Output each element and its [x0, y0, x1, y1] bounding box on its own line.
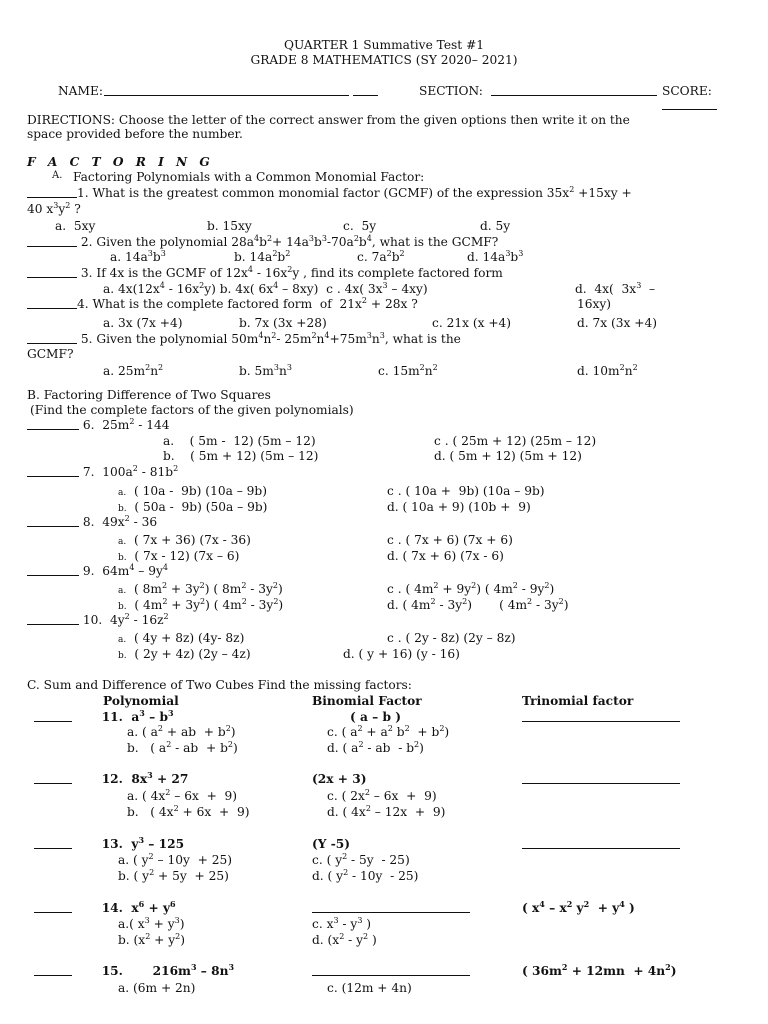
name-label: NAME: — [58, 84, 103, 98]
q12-option-b: b. ( $4x^2 + 6x + 9$) — [127, 804, 250, 819]
q3-option-d-cont: 16xy) — [577, 297, 612, 311]
q14-option-c: c. $x^3 - y^3$ ) — [312, 916, 372, 931]
q8-option-c: c . ( 7x + 6) (7x + 6) — [387, 533, 513, 547]
q15-trinomial: ( $36m^2 + 12mn + 4n^2$) — [522, 962, 677, 978]
q14-option-b: b. $(x^2 + y^2)$ — [118, 932, 185, 947]
q9-option-b: b. ( $4m^2 + 3y^2$) ( $4m^2 - 3y^2$) — [118, 597, 284, 612]
factoring-title: F A C T O R I N G — [27, 155, 214, 169]
test-subtitle: GRADE 8 MATHEMATICS (SY 2020– 2021) — [250, 53, 518, 67]
col-trinomial: Trinomial factor — [522, 694, 634, 708]
question-9: 9. $64m^4 - 9y^4$ — [27, 564, 168, 579]
q2-option-c: c. $7a^2b^2$ — [357, 249, 405, 264]
part-b-subtitle: (Find the complete factors of the given polynomials) — [30, 403, 354, 417]
section-field[interactable] — [491, 84, 657, 99]
q10-option-d: d. ( y + 16) (y - 16) — [343, 647, 460, 661]
question-5-cont: GCMF? — [27, 347, 74, 361]
q14-trinomial: ( $x^4 - x^2$ $y^2 + y^4$ ) — [522, 899, 635, 915]
q4-option-c: c. 21x (x +4) — [432, 316, 512, 330]
question-13: 13. $y^3 - 125$ — [34, 837, 184, 852]
question-8: 8. $49x^2 - 36$ — [27, 515, 157, 530]
question-5: 5. Given the polynomial $50m^4n^2-$ $25m^2n^4+75m^3n^3$, what is the — [27, 332, 461, 347]
directions-line-2: space provided before the number. — [27, 127, 243, 141]
section-label: SECTION: — [419, 84, 483, 98]
question-4: 4. What is the complete factored form of $21x^2 + 28x$ ? — [27, 297, 418, 312]
q5-option-d: d. $10m^2n^2$ — [577, 363, 638, 378]
q9-option-c: c . ( $4m^2 + 9y^2$) ( $4m^2 - 9y^2$) — [387, 581, 555, 596]
q3-options: a. $4x(12x^4 - 16x^2y)$ b. 4x( $6x^4 - 8xy$) c . 4x( $3x^3 - 4xy$) — [103, 281, 428, 296]
q15-binomial-blank[interactable] — [312, 964, 470, 979]
q5-option-a: a. $25m^2n^2$ — [103, 363, 164, 378]
q4-option-b: b. 7x (3x +28) — [239, 316, 327, 330]
part-a-title: Factoring Polynomials with a Common Monomial Factor: — [73, 170, 425, 184]
q2-option-a: a. $14a^3b^3$ — [110, 249, 166, 264]
q13-trinomial-blank[interactable] — [522, 837, 680, 852]
name-field[interactable] — [104, 84, 378, 99]
q8-option-b: b. ( 7x - 12) (7x – 6) — [118, 549, 240, 563]
q5-option-c: c. $15m^2n^2$ — [378, 363, 438, 378]
q12-option-a: a. ( $4x^2 - 6x + 9$) — [127, 788, 238, 803]
directions-line-1: DIRECTIONS: Choose the letter of the correct answer from the given options then write it on the — [27, 113, 630, 127]
question-7: 7. $100a^2 - 81b^2$ — [27, 465, 178, 480]
q6-option-c: c . ( 25m + 12) (25m – 12) — [434, 434, 597, 448]
q8-option-a: a. ( 7x + 36) (7x - 36) — [118, 533, 251, 547]
question-11: 11. $a^3 - b^3$ — [34, 710, 174, 725]
q7-option-c: c . ( 10a + 9b) (10a – 9b) — [387, 484, 545, 498]
q2-option-d: d. $14a^3b^3$ — [467, 249, 524, 264]
question-6: 6. $25m^2 - 144$ — [27, 418, 170, 433]
q7-option-a: a. ( 10a - 9b) (10a – 9b) — [118, 484, 267, 498]
col-polynomial: Polynomial — [103, 694, 179, 708]
question-15: 15. $216m^3 - 8n^3$ — [34, 964, 234, 979]
q13-binomial: (Y -5) — [312, 837, 351, 851]
q13-option-a: a. ( $y^2 - 10y + 25$) — [118, 852, 232, 867]
score-field[interactable] — [662, 98, 717, 113]
part-b-title: B. Factoring Difference of Two Squares — [27, 388, 271, 402]
score-label: SCORE: — [662, 84, 712, 98]
q7-option-d: d. ( 10a + 9) (10b + 9) — [387, 500, 531, 514]
col-binomial: Binomial Factor — [312, 694, 422, 708]
q12-option-c: c. ( $2x^2 - 6x + 9$) — [327, 788, 437, 803]
q13-option-c: c. ( $y^2 - 5y - 25$) — [312, 852, 410, 867]
q11-option-c: c. ( $a^2 + a^2$ $b^2 + b^2$) — [327, 724, 450, 739]
q13-option-d: d. ( $y^2 - 10y - 25$) — [312, 868, 419, 883]
question-3: 3. If 4x is the GCMF of $12x^4 - 16x^2y$ , find its complete factored form — [27, 266, 503, 281]
q11-option-a: a. ( $a^2$ + ab + $b^2$) — [127, 724, 236, 739]
question-10: 10. $4y^2 - 16z^2$ — [27, 613, 169, 628]
q15-option-c: c. (12m + 4n) — [327, 981, 412, 995]
q6-option-a: a. ( 5m - 12) (5m – 12) — [163, 434, 316, 448]
q1-options: a. 5xy — [55, 219, 96, 233]
q1-option-b: b. 15xy — [207, 219, 252, 233]
q11-option-d: d. ( $a^2$ - ab - $b^2$) — [327, 740, 424, 755]
question-12: 12. $8x^3 + 27$ — [34, 772, 188, 787]
q4-option-a: a. 3x (7x +4) — [103, 316, 183, 330]
question-1-cont: 40 $x^3y^2$ ? — [27, 201, 81, 216]
q11-option-b: b. ( $a^2$ - ab + $b^2$) — [127, 740, 238, 755]
q12-trinomial-blank[interactable] — [522, 772, 680, 787]
q12-option-d: d. ( $4x^2 - 12x + 9$) — [327, 804, 446, 819]
q1-option-c: c. 5y — [343, 219, 377, 233]
q14-option-a: a.( $x^3 + y^3$) — [118, 916, 185, 931]
q14-option-d: d. ($x^2 - y^2$ ) — [312, 932, 377, 947]
q4-option-d: d. 7x (3x +4) — [577, 316, 658, 330]
q11-binomial: ( a – b ) — [350, 710, 402, 724]
q7-option-b: b. ( 50a - 9b) (50a – 9b) — [118, 500, 268, 514]
q6-option-b: b. ( 5m + 12) (5m – 12) — [163, 449, 319, 463]
q12-binomial: (2x + 3) — [312, 772, 367, 786]
q11-trinomial-blank[interactable] — [522, 710, 680, 725]
q13-option-b: b. ( $y^2 + 5y + 25$) — [118, 868, 229, 883]
question-14: 14. $x^6 + y^6$ — [34, 901, 176, 916]
q15-option-a: a. (6m + 2n) — [118, 981, 196, 995]
question-1: 1. What is the greatest common monomial factor (GCMF) of the expression $35x^2 +15xy$ + — [27, 186, 632, 201]
test-title: QUARTER 1 Summative Test #1 — [283, 38, 485, 52]
q3-option-d: d. 4x( $3x^3$ – — [575, 281, 656, 296]
q10-option-b: b. ( 2y + 4z) (2y – 4z) — [118, 647, 251, 661]
question-2: 2. Given the polynomial $28a^4b^2+ 14a^3b^3-70a^2b^4$, what is the GCMF? — [27, 235, 498, 250]
q6-option-d: d. ( 5m + 12) (5m + 12) — [434, 449, 582, 463]
q8-option-d: d. ( 7x + 6) (7x - 6) — [387, 549, 504, 563]
q9-option-d: d. ( $4m^2 - 3y^2$) ( $4m^2 - 3y^2$) — [387, 597, 569, 612]
q10-option-a: a. ( 4y + 8z) (4y- 8z) — [118, 631, 245, 645]
part-a-letter: A. — [52, 170, 63, 181]
q1-option-d: d. 5y — [480, 219, 511, 233]
part-c-title: C. Sum and Difference of Two Cubes Find the missing factors: — [27, 678, 412, 692]
q5-option-b: b. $5m^3n^3$ — [239, 363, 292, 378]
q2-option-b: b. $14a^2b^2$ — [234, 249, 291, 264]
q10-option-c: c . ( 2y - 8z) (2y – 8z) — [387, 631, 516, 645]
q14-binomial-blank[interactable] — [312, 901, 470, 916]
q9-option-a: a. ( $8m^2 + 3y^2$) ( $8m^2 - 3y^2$) — [118, 581, 283, 596]
